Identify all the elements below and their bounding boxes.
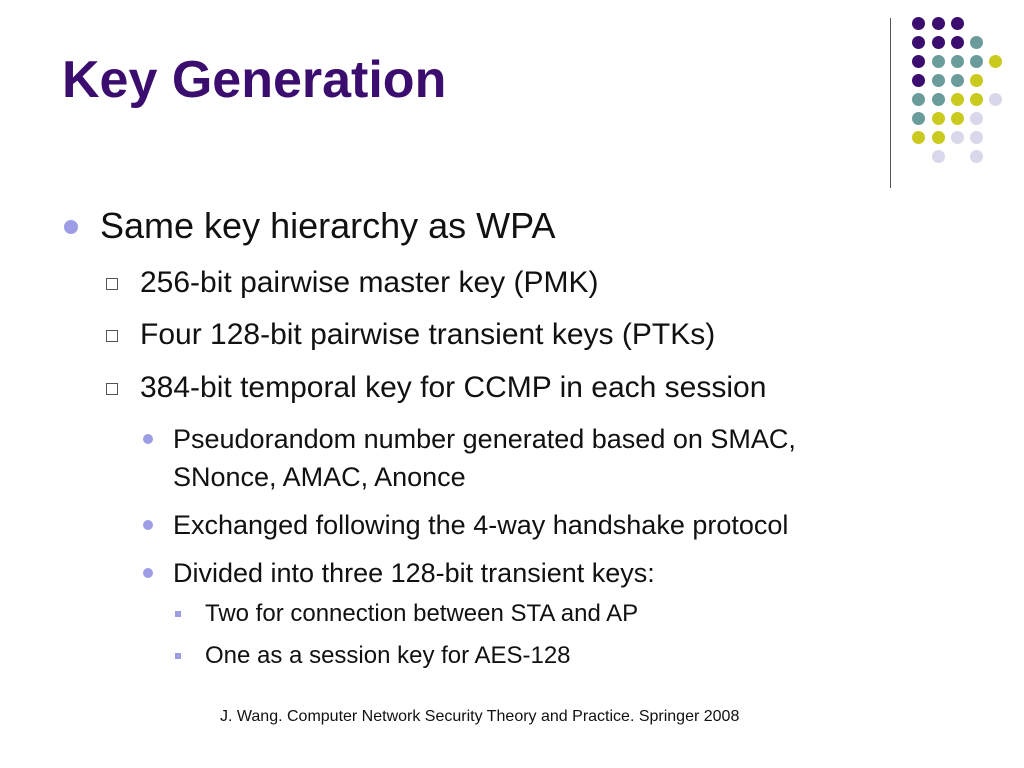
bullet-dot-icon	[143, 520, 153, 530]
bullet-box-icon	[106, 330, 118, 342]
bullet-level2: Four 128-bit pairwise transient keys (PTKs)	[140, 318, 716, 351]
bullet-level4: Two for connection between STA and AP	[205, 600, 639, 627]
bullet-square-icon	[175, 611, 181, 617]
slide-title: Key Generation	[62, 51, 447, 109]
bullet-level3	[173, 420, 796, 496]
bullet-dot-icon	[143, 434, 153, 444]
bullet-level3: Divided into three 128-bit transient keys:	[173, 558, 655, 588]
bullet-level2: 256-bit pairwise master key (PMK)	[140, 266, 599, 299]
bullet-dot-icon	[143, 568, 153, 578]
bullet-level3-line2: SNonce, AMAC, Anonce	[173, 462, 466, 492]
bullet-level2: 384-bit temporal key for CCMP in each session	[140, 371, 767, 404]
slide-footer-citation: J. Wang. Computer Network Security Theory and Practice. Springer 2008	[220, 708, 740, 725]
bullet-dot-icon	[64, 220, 78, 234]
bullet-level1: Same key hierarchy as WPA	[100, 205, 556, 246]
bullet-level4: One as a session key for AES-128	[205, 642, 571, 669]
bullet-level3-line1: Pseudorandom number generated based on SMAC,	[173, 424, 796, 454]
bullet-box-icon	[106, 383, 118, 395]
bullet-box-icon	[106, 278, 118, 290]
bullet-square-icon	[175, 653, 181, 659]
bullet-level3: Exchanged following the 4-way handshake protocol	[173, 510, 789, 540]
